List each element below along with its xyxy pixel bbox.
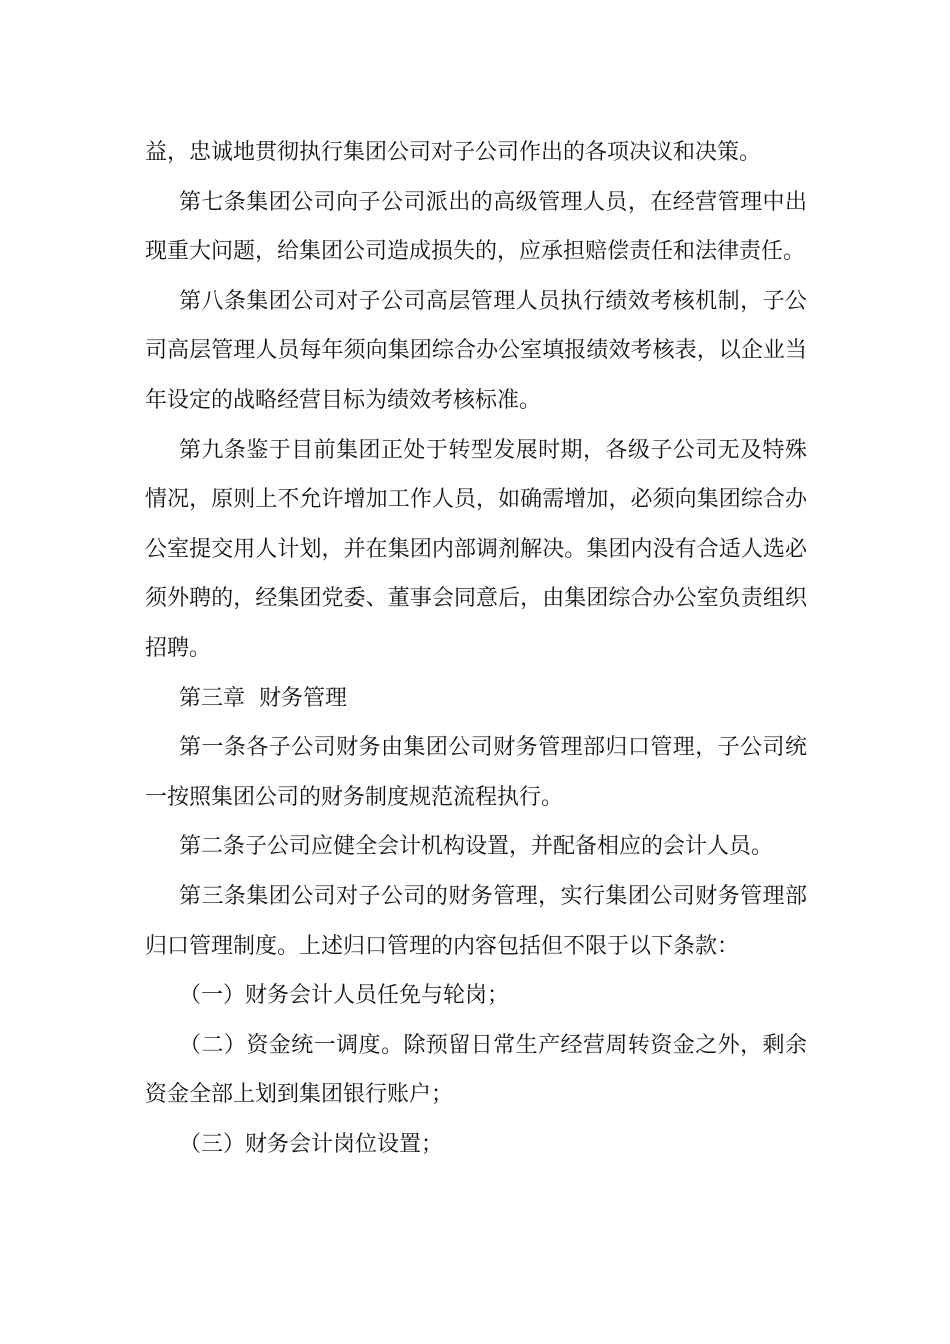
chapter-3-article-3: 第三条集团公司对子公司的财务管理，实行集团公司财务管理部归口管理制度。上述归口管理的内容包括但不限于以下条款： [145, 883, 807, 959]
list-item-3: （三）财务会计岗位设置； [179, 1131, 444, 1157]
chapter-3-article-1: 第一条各子公司财务由集团公司财务管理部归口管理，子公司统一按照集团公司的财务制度规范流程执行。 [145, 735, 807, 810]
article-8-paragraph: 第八条集团公司对子公司高层管理人员执行绩效考核机制，子公司高层管理人员每年须向集团综合办公室填报绩效考核表，以企业当年设定的战略经营目标为绩效考核标准。 [145, 288, 807, 413]
chapter-3-article-2: 第二条子公司应健全会计机构设置，并配备相应的会计人员。 [179, 834, 774, 860]
document-body [145, 128, 807, 1169]
article-7-paragraph: 第七条集团公司向子公司派出的高级管理人员，在经营管理中出现重大问题，给集团公司造成损失的，应承担赔偿责任和法律责任。 [145, 189, 807, 265]
list-item-1: （一）财务会计人员任免与轮岗； [179, 983, 510, 1009]
paragraph-continued: 益，忠诚地贯彻执行集团公司对子公司作出的各项决议和决策。 [145, 140, 762, 165]
list-item-2: （二）资金统一调度。除预留日常生产经营周转资金之外，剩余资金全部上划到集团银行账户； [145, 1032, 807, 1108]
article-9-paragraph: 第九条鉴于目前集团正处于转型发展时期，各级子公司无及特殊情况，原则上不允许增加工作人员，如确需增加，必须向集团综合办公室提交用人计划，并在集团内部调剂解决。集团内没有合适人选必须外聘的，经集团党委、董事会同意后，由集团综合办公室负责组织招聘。 [145, 437, 807, 661]
chapter-3-heading: 第三章 财务管理 [179, 685, 347, 711]
